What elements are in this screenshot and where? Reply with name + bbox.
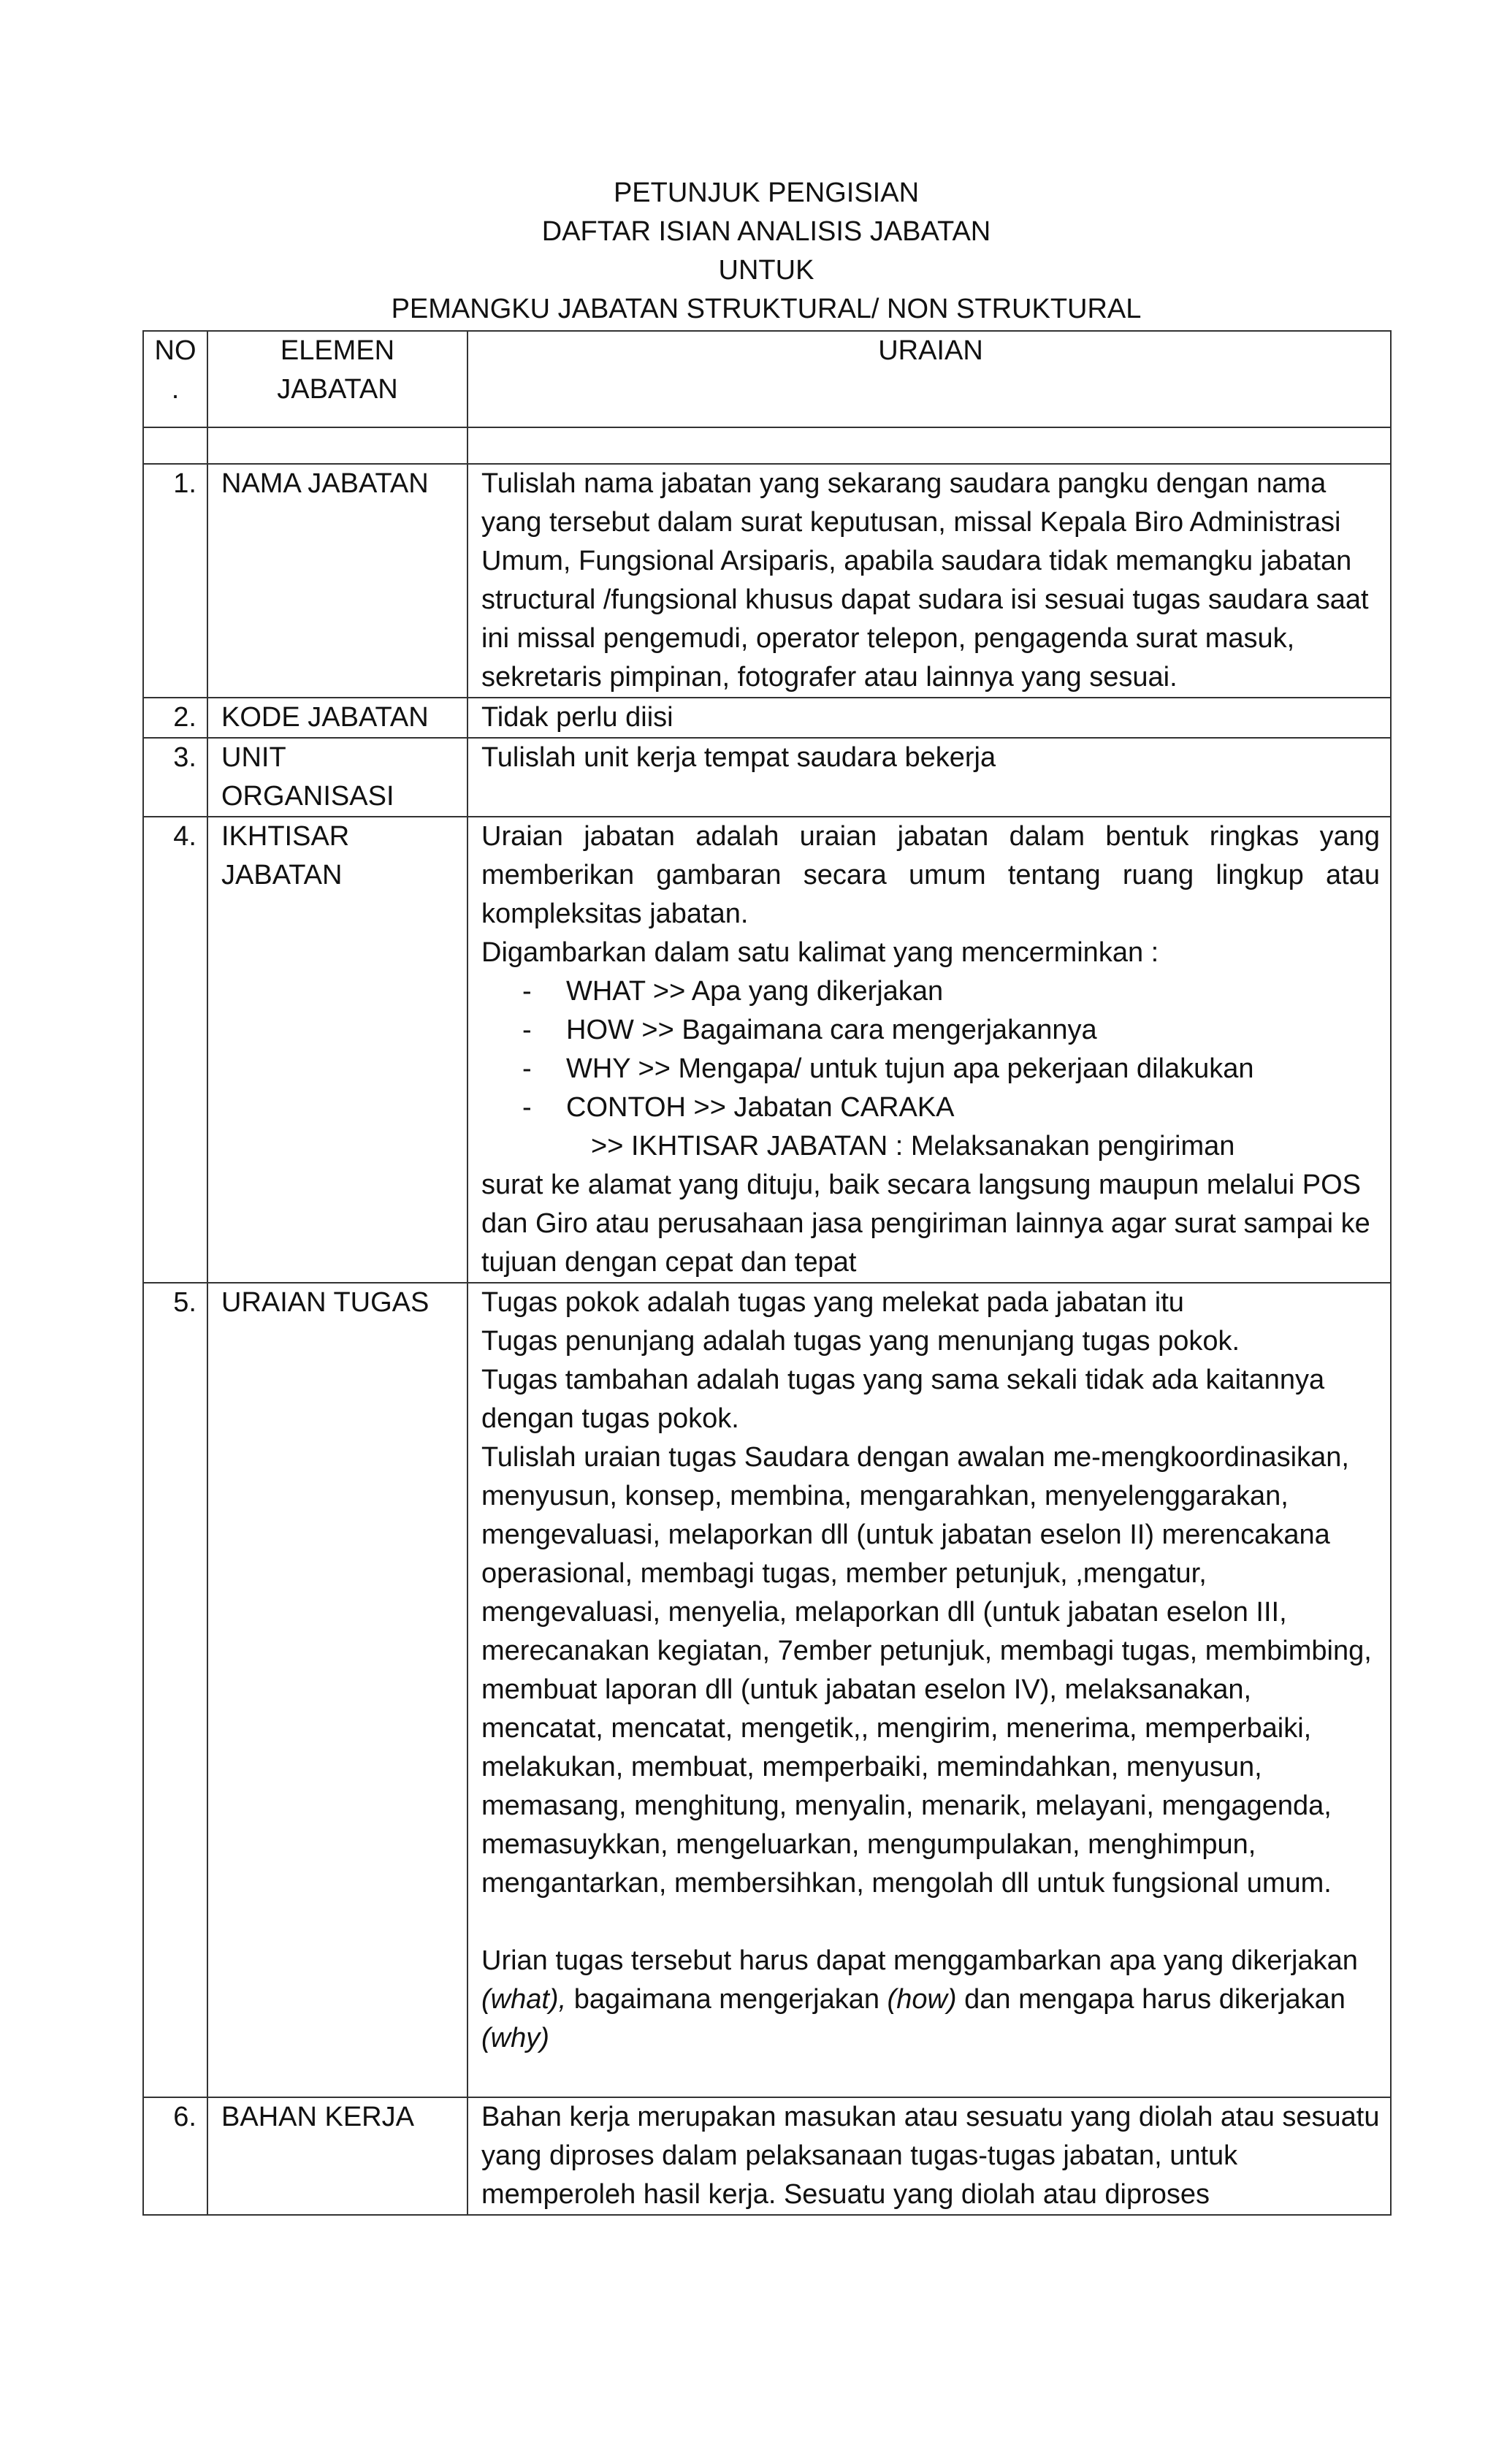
row-description: Bahan kerja merupakan masukan atau sesuatu yang diolah atau sesuatu yang diproses dalam pelaksanaan tugas-tugas jabatan, untuk memperoleh hasil kerja. Sesuatu yang diolah atau diproses [468, 2097, 1391, 2215]
task-definition: Tugas tambahan adalah tugas yang sama sekali tidak ada kaitannya dengan tugas pokok. [481, 1365, 1325, 1434]
example-text: surat ke alamat yang dituju, baik secara langsung maupun melalui POS dan Giro atau perusahaan jasa pengiriman lainnya agar surat sampai ke tujuan dengan cepat dan tepat [481, 1170, 1370, 1278]
row-description [468, 1283, 1391, 2097]
title-line-2: DAFTAR ISIAN ANALISIS JABATAN [541, 216, 991, 247]
title-line-1: PETUNJUK PENGISIAN [613, 178, 920, 208]
row-description: Tulislah nama jabatan yang sekarang saudara pangku dengan nama yang tersebut dalam surat keputusan, missal Kepala Biro Administrasi Umum, Fungsional Arsiparis, apabila saudara tidak memangku jabatan structural /fungsional khusus dapat sudara isi sesuai tugas saudara saat ini missal pengemudi, operator telepon, pengagenda surat masuk, sekretaris pimpinan, fotografer atau lainnya yang sesuai. [468, 464, 1391, 698]
list-item: - CONTOH >> Jabatan CARAKA [522, 1092, 955, 1123]
example-line: >> IKHTISAR JABATAN : Melaksanakan pengiriman [591, 1131, 1235, 1162]
row-number: 3. [143, 738, 207, 817]
header-uraian: URAIAN [468, 331, 1391, 427]
table-row [143, 817, 1391, 1283]
row-element: UNIT ORGANISASI [207, 738, 468, 817]
row-description [468, 817, 1391, 1283]
table-header-row [143, 331, 1391, 427]
table-blank-row [143, 427, 1391, 464]
table-row [143, 1283, 1391, 2097]
summary-intro: Digambarkan dalam satu kalimat yang mencerminkan : [481, 937, 1159, 968]
header-elemen: ELEMEN JABATAN [207, 331, 468, 427]
row-element: URAIAN TUGAS [207, 1283, 468, 2097]
table-row [143, 464, 1391, 698]
row-element: IKHTISAR JABATAN [207, 817, 468, 1283]
row-number: 5. [143, 1283, 207, 2097]
task-definition: Tugas pokok adalah tugas yang melekat pada jabatan itu [481, 1287, 1184, 1318]
table-row [143, 2097, 1391, 2215]
row-number: 2. [143, 698, 207, 738]
row-number: 4. [143, 817, 207, 1283]
row-description: Tulislah unit kerja tempat saudara bekerja [468, 738, 1391, 817]
document-title [142, 174, 1390, 329]
row-number: 1. [143, 464, 207, 698]
row-description: Tidak perlu diisi [468, 698, 1391, 738]
task-definition: Tugas penunjang adalah tugas yang menunjang tugas pokok. [481, 1326, 1240, 1357]
table-row [143, 698, 1391, 738]
summary-paragraph: Uraian jabatan adalah uraian jabatan dalam bentuk ringkas yang memberikan gambaran secara umum tentang ruang lingkup atau kompleksitas jabatan. [481, 821, 1380, 929]
list-item: - WHAT >> Apa yang dikerjakan [522, 976, 944, 1007]
header-no: NO . [143, 331, 207, 427]
row-element: KODE JABATAN [207, 698, 468, 738]
row-element: NAMA JABATAN [207, 464, 468, 698]
list-item: - WHY >> Mengapa/ untuk tujun apa pekerjaan dilakukan [522, 1053, 1254, 1084]
task-closing: Urian tugas tersebut harus dapat menggambarkan apa yang dikerjakan (what), bagaimana mengerjakan (how) dan mengapa harus dikerjakan (why) [481, 1945, 1358, 2053]
table-row [143, 738, 1391, 817]
row-element: BAHAN KERJA [207, 2097, 468, 2215]
job-analysis-table [142, 330, 1392, 2216]
title-line-3: UNTUK [718, 255, 814, 286]
task-instructions: Tulislah uraian tugas Saudara dengan awalan me-mengkoordinasikan, menyusun, konsep, membina, mengarahkan, menyelenggarakan, mengevaluasi, melaporkan dll (untuk jabatan eselon II) merencakana operasional, membagi tugas, member petunjuk, ,mengatur, mengevaluasi, menyelia, melaporkan dll (untuk jabatan eselon III, merecanakan kegiatan, 7ember petunjuk, membagi tugas, membimbing, membuat laporan dll (untuk jabatan eselon IV), melaksanakan, mencatat, mencatat, mengetik,, mengirim, menerima, memperbaiki, melakukan, membuat, memperbaiki, memindahkan, menyusun, memasang, menghitung, menyalin, menarik, melayani, mengagenda, memasuykkan, mengeluarkan, mengumpulakan, menghimpun, mengantarkan, membersihkan, mengolah dll untuk fungsional umum. [481, 1442, 1372, 1899]
title-line-4: PEMANGKU JABATAN STRUKTURAL/ NON STRUKTURAL [391, 294, 1142, 324]
list-item: - HOW >> Bagaimana cara mengerjakannya [522, 1015, 1097, 1045]
row-number: 6. [143, 2097, 207, 2215]
